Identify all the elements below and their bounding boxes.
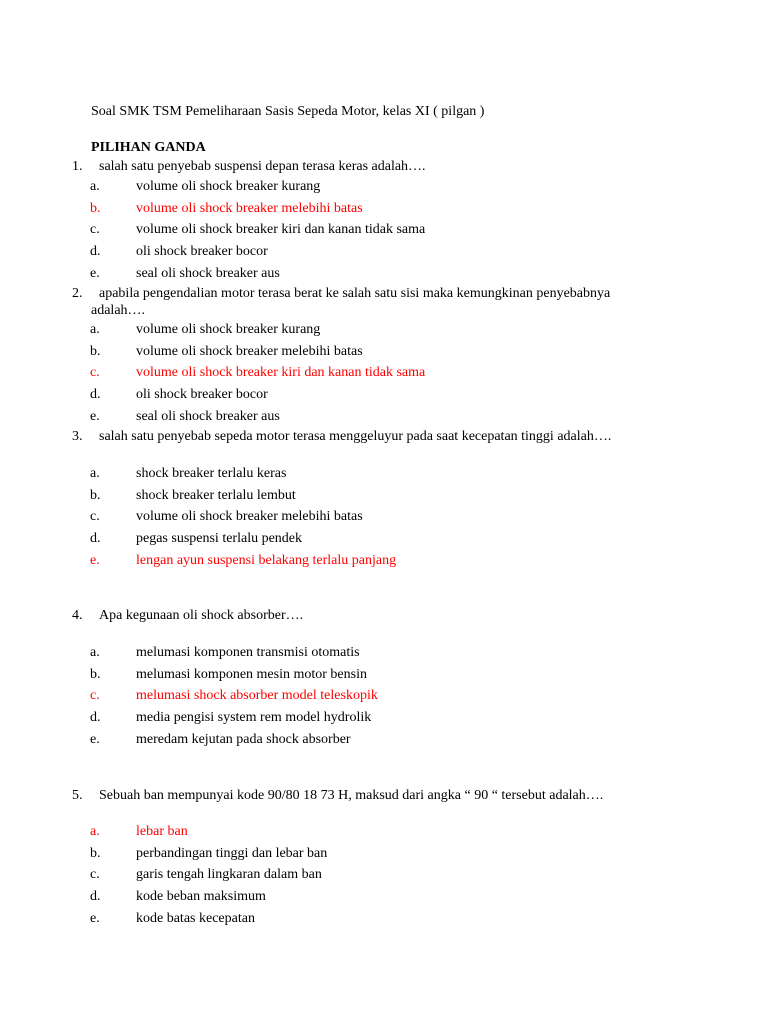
option-e-correct <box>72 550 672 572</box>
option-text: volume oli shock breaker kurang <box>136 179 321 194</box>
option-d <box>72 384 672 406</box>
option-text: lengan ayun suspensi belakang terlalu panjang <box>136 552 397 568</box>
option-letter: e. <box>90 265 100 281</box>
question-text: Sebuah ban mempunyai kode 90/80 18 73 H, maksud dari angka “ 90 “ tersebut adalah…. <box>99 788 604 803</box>
option-a <box>72 463 672 485</box>
option-a <box>72 642 672 664</box>
option-letter: e. <box>90 910 100 926</box>
option-letter: a. <box>90 466 100 481</box>
option-b <box>72 485 672 507</box>
option-text: pegas suspensi terlalu pendek <box>136 531 303 547</box>
question-4 <box>72 607 672 750</box>
option-text: oli shock breaker bocor <box>136 244 268 260</box>
option-text: volume oli shock breaker melebihi batas <box>136 343 363 359</box>
question-stem <box>72 787 672 805</box>
question-stem <box>72 285 672 319</box>
section-heading: PILIHAN GANDA <box>91 140 206 155</box>
option-letter: b. <box>90 487 101 503</box>
option-letter: d. <box>90 387 101 403</box>
option-text: volume oli shock breaker melebihi batas <box>136 200 363 216</box>
question-text: salah satu penyebab sepeda motor terasa menggeluyur pada saat kecepatan tinggi adalah…. <box>99 429 612 444</box>
document-title: Soal SMK TSM Pemeliharaan Sasis Sepeda Motor, kelas XI ( pilgan ) <box>91 104 485 119</box>
option-letter: b. <box>90 343 101 359</box>
option-d <box>72 886 672 908</box>
option-text: volume oli shock breaker kiri dan kanan tidak sama <box>136 365 426 381</box>
option-text: kode batas kecepatan <box>136 910 255 926</box>
option-text: shock breaker terlalu keras <box>136 466 287 481</box>
question-number: 3. <box>72 429 83 444</box>
option-letter: c. <box>90 509 100 525</box>
option-b <box>72 664 672 686</box>
option-c <box>72 219 672 241</box>
option-text: melumasi komponen transmisi otomatis <box>136 645 360 660</box>
question-number: 4. <box>72 608 83 623</box>
option-a-correct <box>72 821 672 843</box>
option-list <box>72 176 672 284</box>
option-text: perbandingan tinggi dan lebar ban <box>136 845 328 861</box>
option-d <box>72 707 672 729</box>
option-b <box>72 341 672 363</box>
option-text: volume oli shock breaker melebihi batas <box>136 509 363 525</box>
option-list <box>72 642 672 750</box>
option-b <box>72 843 672 865</box>
question-2 <box>72 285 672 427</box>
option-c-correct <box>72 685 672 707</box>
option-e <box>72 908 672 930</box>
question-number: 2. <box>72 286 83 301</box>
option-a <box>72 319 672 341</box>
option-text: volume oli shock breaker kurang <box>136 322 321 337</box>
option-letter: b. <box>90 200 101 216</box>
option-letter: e. <box>90 552 100 568</box>
option-e <box>72 729 672 751</box>
option-text: shock breaker terlalu lembut <box>136 487 296 503</box>
option-d <box>72 528 672 550</box>
option-letter: b. <box>90 845 101 861</box>
question-5 <box>72 787 672 929</box>
option-c <box>72 864 672 886</box>
option-c-correct <box>72 362 672 384</box>
question-stem <box>72 428 672 446</box>
option-text: volume oli shock breaker kiri dan kanan tidak sama <box>136 222 426 238</box>
question-stem <box>72 607 672 625</box>
question-stem <box>72 158 672 176</box>
question-text: Apa kegunaan oli shock absorber…. <box>99 608 304 623</box>
option-letter: a. <box>90 824 100 839</box>
option-text: kode beban maksimum <box>136 889 266 905</box>
question-number: 1. <box>72 159 83 174</box>
option-text: melumasi komponen mesin motor bensin <box>136 666 367 682</box>
option-text: seal oli shock breaker aus <box>136 408 280 424</box>
option-letter: d. <box>90 710 101 726</box>
option-e <box>72 263 672 285</box>
option-text: seal oli shock breaker aus <box>136 265 280 281</box>
question-text: salah satu penyebab suspensi depan terasa keras adalah…. <box>99 159 426 174</box>
option-letter: c. <box>90 867 100 883</box>
option-letter: d. <box>90 244 101 260</box>
option-text: meredam kejutan pada shock absorber <box>136 731 351 747</box>
option-letter: e. <box>90 408 100 424</box>
option-a <box>72 176 672 198</box>
option-letter: a. <box>90 645 100 660</box>
option-d <box>72 241 672 263</box>
option-list <box>72 463 672 571</box>
question-number: 5. <box>72 788 83 803</box>
option-letter: b. <box>90 666 101 682</box>
option-text: garis tengah lingkaran dalam ban <box>136 867 322 883</box>
option-text: media pengisi system rem model hydrolik <box>136 710 372 726</box>
option-text: lebar ban <box>136 824 188 839</box>
option-text: melumasi shock absorber model teleskopik <box>136 688 378 704</box>
option-letter: a. <box>90 179 100 194</box>
option-letter: d. <box>90 531 101 547</box>
option-e <box>72 406 672 428</box>
option-b-correct <box>72 198 672 220</box>
option-letter: c. <box>90 222 100 238</box>
question-text: apabila pengendalian motor terasa berat ke salah satu sisi maka kemungkinan penyebabnya adalah…. <box>91 286 611 318</box>
option-letter: d. <box>90 889 101 905</box>
option-text: oli shock breaker bocor <box>136 387 268 403</box>
option-letter: a. <box>90 322 100 337</box>
question-3 <box>72 428 672 571</box>
option-list <box>72 319 672 427</box>
question-1 <box>72 158 672 284</box>
option-c <box>72 506 672 528</box>
option-letter: c. <box>90 365 100 381</box>
option-list <box>72 821 672 929</box>
option-letter: c. <box>90 688 100 704</box>
option-letter: e. <box>90 731 100 747</box>
